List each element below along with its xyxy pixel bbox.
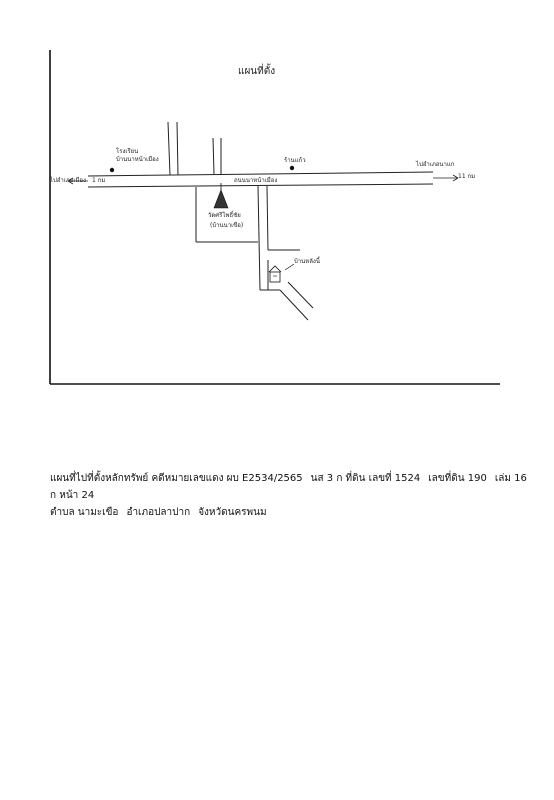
left-destination-label: ไปอำเภอเมือง xyxy=(50,177,86,184)
map-title: แผนที่ตั้ง xyxy=(238,66,276,77)
caption-amphoe: อำเภอปลาปาก xyxy=(126,507,191,518)
caption-tambon: ตำบล นามะเขือ xyxy=(50,507,119,518)
temple-label-line1: วัดศรีโพธิ์ชัย xyxy=(208,212,241,219)
right-destination-label: ไปอำเภอนาแก xyxy=(416,161,455,168)
caption-line-2: ก หน้า 24 xyxy=(50,490,95,501)
caption-ns3: นส 3 ก ที่ดิน เลขที่ 1524 xyxy=(310,473,421,484)
map-drawing xyxy=(48,50,500,386)
left-distance-label: 1 กม xyxy=(92,177,106,184)
north-road-1-left xyxy=(168,122,170,175)
caption-land-no: เลขที่ดิน 190 xyxy=(428,473,487,484)
south-road-right xyxy=(267,186,268,250)
shop-label: ร้านแก้ว xyxy=(284,157,306,164)
north-road-2-left xyxy=(213,138,214,174)
main-road-top-edge xyxy=(88,172,433,176)
school-dot xyxy=(110,168,114,172)
main-road-bottom-edge xyxy=(88,184,433,187)
temple-icon xyxy=(214,183,228,208)
caption-province: จังหวัดนครพนม xyxy=(198,507,267,518)
lower-road-diagonal-1 xyxy=(280,290,308,320)
document-caption xyxy=(50,470,527,521)
target-house-label: บ้านหลังนี้ xyxy=(294,258,320,265)
location-map xyxy=(48,50,500,386)
caption-book: เล่ม 16 xyxy=(494,473,527,484)
school-label-line2: บ้านนาหน้าเมือง xyxy=(116,156,159,163)
shop-dot xyxy=(290,166,294,170)
right-distance-label: 11 กม xyxy=(458,173,476,180)
caption-line-1 xyxy=(50,470,527,487)
house-pointer xyxy=(285,264,294,270)
school-label-line1: โรงเรียน xyxy=(116,148,139,155)
caption-intro: แผนที่ไปที่ตั้งหลักทรัพย์ คดีหมายเลขแดง ผบ E2534/2565 xyxy=(50,473,303,484)
lower-road-diagonal-2 xyxy=(288,282,313,308)
road-name-label: ถนนนาหน้าเมือง xyxy=(234,177,278,184)
temple-label-line2: (บ้านนาเขือ) xyxy=(210,222,244,229)
north-road-1-right xyxy=(177,122,178,175)
caption-line-3 xyxy=(50,504,520,521)
south-road-left xyxy=(258,186,260,290)
house-icon xyxy=(269,266,281,282)
